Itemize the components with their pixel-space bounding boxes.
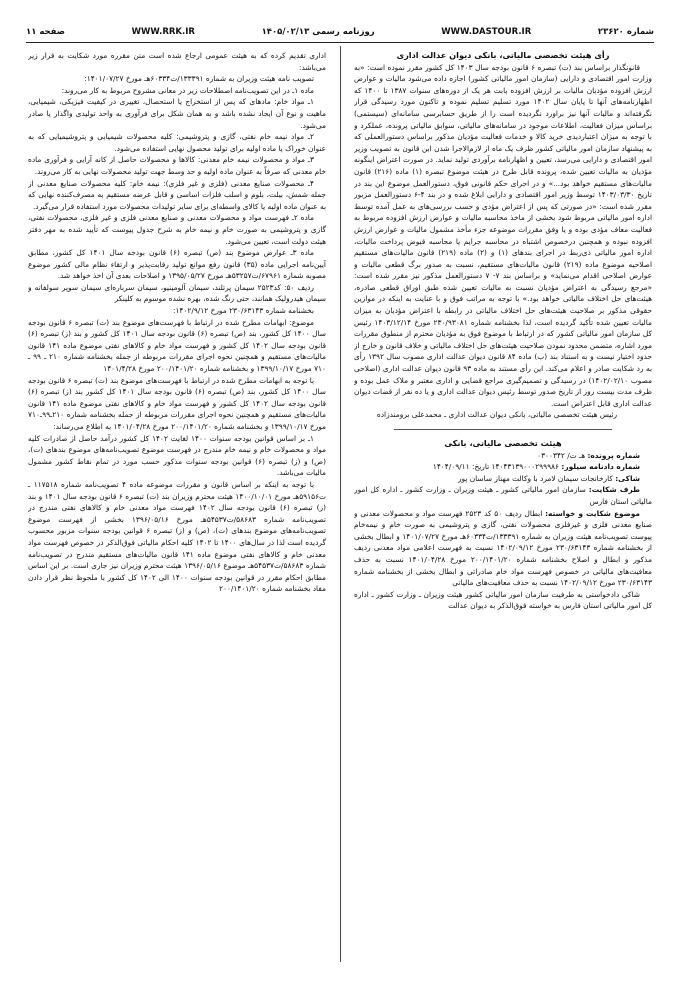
newspaper-date: روزنامه رسمی ۱۴۰۵/۰۲/۱۳	[261, 27, 375, 37]
case-field-defendant	[354, 484, 652, 507]
field-label: طرف شکایت:	[588, 485, 640, 495]
field-value: سازمان امور مالیاتی کشور ـ هیئت وزیران ـ وزارت کشور ـ اداره کل امور مالیاتی استان فارس	[354, 485, 652, 506]
field-label: شماره دادنامه سیلور:	[561, 462, 640, 472]
case-field-file-number	[354, 450, 652, 462]
page-number: صفحه ۱۱	[26, 27, 66, 37]
column-divider	[340, 46, 341, 962]
field-label: شاکی:	[615, 473, 640, 483]
field-value: کارخانجات سیمان لامرد با وکالت مهناز ساسان پور	[457, 473, 613, 483]
ruling-signature: رئیس هیئت تخصصی مالیاتی، بانکی دیوان عدالت اداری ـ محمدعلی برومندزاده	[376, 410, 618, 420]
case-field-verdict-number	[354, 461, 652, 473]
paragraph: ماده ۳ـ عوارض موضوع بند (ص) تبصره (۶) قانون بودجه سال ۱۴۰۱ کل کشور، مطابق آیین‌نامه اجرایی ماده (۳۵) قانون رفع موانع تولید رقابت‌پذیر و ارتقاء نظام مالی کشور موضوع مصوبه شماره ۶۷۹۶۱/ت۵۳۲۵۷هـ مورخ ۱۳۹۵/۰۵/۲۷ و اصلاحات بعدی آن اخذ خواهد شد.	[28, 248, 326, 281]
header-divider	[26, 42, 654, 43]
issue-number: شماره ۲۳۶۲۰	[597, 27, 654, 37]
field-label: شماره پرونده:	[587, 450, 640, 460]
left-column	[28, 50, 326, 962]
paragraph: موضوع: ابهامات مطرح شده در ارتباط با فهرست‌های موضوع بند (ت) تبصره ۶ قانون بودجه سال ۱۴۰۰ کل کشور، بند (ص) تبصره (۶) قانون بودجه سال ۱۴۰۱ کل کشور و بند (ز) تبصره (۶) قانون بودجه سال ۱۴۰۲ کل کشور و فهرست مواد خام و کالاهای نفتی موضوع ماده ۱۴۱ قانون مالیات‌های مستقیم و همچنین نحوه اجرای مقررات مربوطه از جمله بخشنامه شماره ۲۱۰ ـ ۹۹ ـ ۷۱۰ مورخ ۱۳۹۹/۱۰/۱۷ و بخشنامه شماره ۲۰۰/۱۴۰۱/۲۰ مورخ ۱۴۰۱/۴/۲۸	[28, 317, 326, 374]
case-field-subject	[354, 508, 652, 589]
paragraph: اداری تقدیم کرده که به هیئت عمومی ارجاع شده است متن مقرره مورد شکایت به قرار زیر می‌باشد:	[28, 51, 326, 72]
ruling-title: رأی هیئت تخصصی مالیاتی، بانکی دیوان عدالت اداری	[396, 50, 610, 60]
ruling-body: قانونگذار براساس بند (ت) تبصره ۶ قانون بودجه سال ۱۴۰۳ کل کشور مقرر نموده است: «به وزارت امور اقتصادی و دارایی (سازمان امور مالیاتی کشور) اجازه داده می‌شود مالیات و عوارض ارزش افزوده مؤدیان مالیات بر ارزش افزوده بابت هر یک از دوره‌های سنوات ۱۳۸۷ تا ۱۴۰۰ که اظهارنامه‌های آنها تا پایان سال ۱۴۰۲ مورد تسلیم تسلیم نموده و تاکنون مورد رسیدگی قرار نگرفته‌اند و مالیات آنها نیز براورد نگردیده است را از طریق حسابرسی سامانه‌ای (سیستمی) براساس میزان فعالیت، اطلاعات موجود در سامانه‌های مالیاتی، سوابق مالیاتی پرونده، عملکرد و با توجه به میزان اعتباردیدی خرید کالا و خدمات فعالیت مؤدیان مذکور براساس دستورالعملی که به پیشنهاد سازمان امور مالیاتی کشور ظرف یک ماه از لازم‌الاجرا شدن این قانون به تصویب وزیر امور اقتصادی و دارایی می‌رسد، تعیین و اظهارنامه برآوردی تولید نماید. در صورت اعتراض اینگونه مؤدیان به مالیات تعیین شده، پرونده قابل طرح در هیئت موضوع تبصره (۱) ماده (۲۱۶) قانون مالیات‌های مستقیم خواهد بود...» و در اجرای حکم قانونی فوق، دستورالعمل موضوع این بند در تاریخ ۱۴۰۳/۰۳/۳۰ توسط وزیر امور اقتصادی و دارایی ابلاغ شده و در بند ۴-۶ دستورالعمل مزبور مقرر شده است: «در صورتی که پس از اعتراض مؤدی و حسب بررسی‌های به عمل آمده توسط اداره امور مالیاتی مربوط شود بخشی از ماخذ محاسبه مالیات و عوارض ارزش افزوده مربوط به فعالیت معاف مؤدی بوده و یا وفق مقررات موضوعه جزء مأخذ مشمول مالیات و عوارض ارزش افزوده نبوده و همچنین درخصوص اشتباه در محاسبه جرایم یا محاسبه قبوض پرداخت مالیات، اداره امور مالیاتی ذی‌ربط در اجرای بندهای (۱) و (۲) ماده (۲۱۹) قانون مالیات‌های مستقیم اصلاحیه موضوع ماده (۲۱۹) قانون مالیات‌های مستقیم، نسبت به صدور برگ قطعی مالیات و عوارض اصلاحی اقدام می‌نماید» و براساس بند ۷- ۷ دستورالعمل مذکور نیز مقرر شده است: «مرجع رسیدگی به اعتراض مؤدیان نسبت به مالیات تعیین شده طبق اوراق قطعی صادره، هیئت‌های حل اختلاف مالیاتی خواهد بود.» با توجه به مراتب فوق و با عنایت به اینکه در موازین حقوقی مذکور بر صلاحیت هیئت‌های حل اختلاف مالیاتی در رابطه با اعتراض مؤدیان به میزان مالیات تعیین شده تأکید گردیده است، لذا بخشنامه شماره ۲۳۰/۹۳۰۸۱ مورخ ۱۴۰۳/۱۲/۱۴ رئیس کل سازمان امور مالیاتی کشور که در ارتباط با موضوع فوق به مؤدیان محترم از منطوق مقررات مورد اشاره، متضمن محدود نمودن صلاحیت هیئت‌های حل اختلاف مالیاتی و خلاف قانون و خارج از حدود اختیار نیست و به استناد بند (ب) ماده ۸۴ قانون دیوان عدالت اداری مصوب سال ۱۳۹۲ رأی به رد شکایت صادر و اعلام می‌کند. این رأی مستند به ماده ۹۳ قانون دیوان عدالت اداری (اصلاحی مصوب ۱۴۰۲/۰۲/۱۰) در رسیدگی و تصمیم‌گیری مراجع قضایی و اداری معتبر و ملاک عمل بوده و ظرف مدت بیست روز از تاریخ صدور توسط رئیس دیوان عدالت اداری و یا ده نفر از قضات دیوان عدالت اداری قابل اعتراض است.	[354, 62, 652, 408]
paragraph: ماده ۲ـ فهرست مواد و محصولات معدنی و صنایع معدنی فلزی و غیر فلزی، محصولات نفتی، گازی و پتروشیمی به صورت خام و نیمه خام به شرح جدول پیوست که تأیید شده به مهر دفتر هیئت دولت است، تعیین می‌شود.	[28, 213, 326, 246]
field-value: ۱۴۰۴۳۱۳۹۰۰۰۲۹۹۹۸۶ تاریخ: ۱۴۰۴/۰۹/۱۱	[432, 462, 559, 472]
field-value: هـ ت/ ۰۳۰۰۳۴۲	[537, 450, 586, 460]
right-column	[354, 50, 652, 962]
field-value: ابطال ردیف ۵۰ کد ۲۵۲۳ فهرست مواد و محصولات معدنی و صنایع معدنی فلزی و غیرفلزی محصولات نفتی، گازی و پتروشیمی به صورت خام و نیمه‌خام پیوست تصویب‌نامه هیئت وزیران به شماره ۱۳۳۳۹۱/ت۶۰۳۳۴هـ مورخ ۱۴۰۱/۰۷/۲۷ و ابطال بخشی از بخشنامه شماره ۲۳۰/۶۳۱۴۳ مورخ ۱۴۰۲/۰۹/۱۲ نسبت به فهرست اعلامی مواد معدنی ردیف مذکور و ابطال و اصلاح بخشنامه شماره ۲۰۰/۱۴۰۱/۲۰ مورخ ۱۴۰۱/۰۴/۲۸ نسبت به حذف معافیت‌های مالیاتی در خصوص فهرست مواد خام صادراتی و ابطال بخشی از بخشنامه شماره ۲۳۰/۶۳۱۴۳ مورخ ۱۴۰۲/۰۹/۱۲ نسبت به حذف معافیت‌های مالیاتی	[354, 508, 652, 588]
second-section-title: هیئت تخصصی مالیاتی، بانکی	[444, 438, 562, 448]
website-dastour: WWW.DASTOUR.IR	[441, 27, 532, 37]
website-rrk: WWW.RRK.IR	[131, 27, 195, 37]
case-field-plaintiff	[354, 473, 652, 485]
paragraph: ماده ۱ـ در این تصویب‌نامه اصطلاحات زیر در معانی مشروح مربوط به کار می‌روند:	[61, 85, 314, 95]
paragraph: ۱ـ مواد خام: مادهای که پس از استخراج یا استحصال، تغییری در کیفیت فیزیکی، شیمیایی، ماهیت و نوع آن ایجاد نشده باشد و به همان شکل برای فرآوری به واحد تولیدی واگذار یا صادر می‌شود.	[28, 97, 326, 130]
paragraph: ۳ـ مواد و محصولات نیمه خام معدنی: کالاها و محصولات حاصل از کانه آرایی و فرآوری ماده خام معدنی که صرفاً به عنوان ماده اولیه و حد وسط جهت تولید محصولات نهایی به کار می‌روند.	[28, 155, 326, 176]
paragraph: ۱ـ بر اساس قوانین بودجه سنوات ۱۴۰۰ لغایت ۱۴۰۲ کل کشور درآمد حاصل از صادرات کلیه مواد و محصولات خام و نیمه خام مندرج در فهرست موضوع تصویب‌نامه‌های موضوع بندهای (ت)، (ص) و (ز) تبصره (۶) قوانین بودجه سنوات مذکور حسب مورد در تمام نقاط کشور مشمول مالیات می‌باشد.	[28, 433, 326, 478]
field-label: موضوع شکایت و خواسته:	[545, 508, 640, 518]
paragraph: با توجه به ابهامات مطرح شده در ارتباط با فهرست‌های موضوع بند (ت) تبصره ۶ قانون بودجه سال ۱۴۰۰ کل کشور، بند (ص) تبصره (۶) قانون بودجه سال ۱۴۰۱ کل کشور بند (ز) تبصره (۶) قانون بودجه سال ۱۴۰۲ کل کشور و فهرست مواد خام و کالاهای نفتی موضوع ماده ۱۴۱ قانون مالیات‌های مستقیم و همچنین نحوه اجرای مقررات مربوطه از جمله بخشنامه شماره ۲۱۰ـ۹۹ـ۷۱۰ مورخ ۱۳۹۹/۱۰/۱۷ و بخشنامه شماره ۲۰۰/۱۴۰۱/۲۰ مورخ ۱۴۰۱/۰۴/۲۸ به اطلاع می‌رساند:	[28, 375, 326, 431]
paragraph: ۲ـ مواد نیمه خام نفتی، گازی و پتروشیمی: کلیه محصولات شیمیایی و پتروشیمیایی که به عنوان خوراک یا ماده اولیه برای تولید محصول نهایی استفاده می‌شود.	[28, 132, 326, 153]
section-separator	[394, 429, 612, 430]
paragraph: بخشنامه شماره ۲۳۰/۶۳۱۴۳ مورخ ۱۴۰۲/۹/۱۲:	[172, 306, 314, 316]
page-header	[26, 24, 654, 40]
paragraph: ۴ـ محصولات صنایع معدنی (فلزی و غیر فلزی): نیمه خام: کلیه محصولات صنایع معدنی از جمله شمش، بیلت، بلوم و اسلب فلزات اساسی و قابل عرضه مستقیم به مصرف‌کننده نهایی که به عنوان ماده اولیه یا کالای واسطه‌ای برای سایر تولیدات محصولات مورد استفاده قرار می‌گیرد.	[28, 178, 326, 211]
paragraph: تصویب نامه هیئت وزیران به شماره ۱۳۳۳۹۱/ت۶۰۳۳۴هـ مورخ ۱۴۰۱/۰۷/۲۷:	[84, 74, 314, 84]
paragraph: ردیف ۵۰: کد۲۵۲۳ سیمان پرتلند، سیمان آلومینیو، سیمان سرباره‌ای سیمان سوپر سولفاته و سیمان هیدرولیک همانند، حتی رنگ شده، بهره نشده موسوم به کلینکر	[28, 282, 326, 304]
case-tail-text: شاکی دادخواستی به طرفیت سازمان امور مالیاتی کشور هیئت وزیران ـ وزارت کشور ـ اداره کل امور مالیاتی استان فارس به خواسته فوق‌الذکر به دیوان عدالت	[354, 589, 652, 611]
paragraph: با توجه به اینکه بر اساس قانون و مقررات موضوعه ماده ۴ تصویب‌نامه شماره ۱۱۷۵۱۸ ـ ت۵۹۱۵۶هـ مورخ ۱۴۰۰/۱۰/۰۱ هیئت محترم وزیران بند (ت) تبصره ۶ قانون بودجه سال ۱۴۰۱ و بند (ز) تبصره (۶) قانون بودجه سال ۱۴۰۲ فهرست مواد معدنی خام و کالاهای نفتی مندرج در تصویب‌نامه شماره ۵۸۶۸۳/ت۵۴۵۳۷هـ مورخ ۱۳۹۶/۰۵/۱۶ بخشی از فهرست موضوع تصویب‌نامه‌های موضوع بندهای (ت)، (ص) و (ز) تبصره ۶ قوانین بودجه سنوات مزبور محسوب گردیده است لذا در سال‌های ۱۴۰۰ تا ۱۴۰۲ کلیه احکام مالیاتی فوق‌الذکر در خصوص فهرست مواد معدنی خام و کالاهای نفتی موضوع ماده ۱۴۱ قانون مالیات‌های مستقیم مندرج در تصویب‌نامه شماره ۵۸۶۸۳/ت۵۴۵۳۷هـ موضوع ۱۳۹۶/۰۵/۱۶ هیئت محترم وزیران نیز جاری است. بر این اساس مطابق احکام مقرر در قوانین بودجه سنوات ۱۴۰۰ الی ۱۴۰۲ کل کشور با ملحوظ نظر قرار دادن مفاد بخشنامه شماره ۲۰۰/۱۴۰۱/۲۰	[28, 479, 326, 594]
